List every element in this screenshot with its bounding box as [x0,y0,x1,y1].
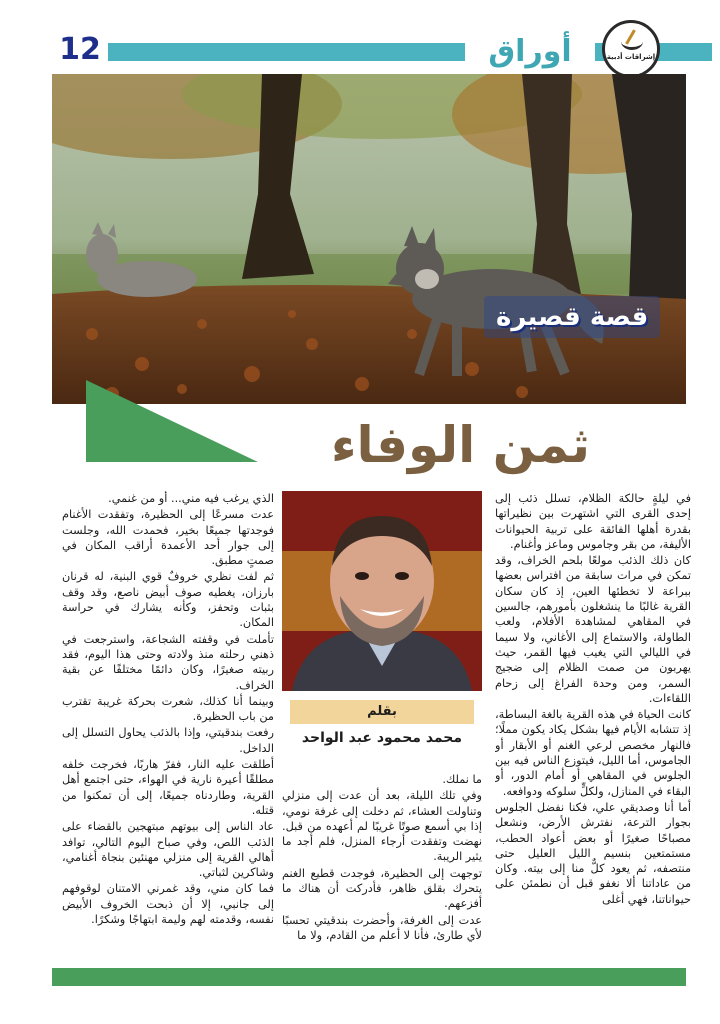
paragraph: عدت إلى الغرفة، وأحضرت بندقيتي تحسبًا لأي طارئ، فأنا لا أعلم من القادم، ولا ما [282,913,482,942]
wolves-forest-illustration [52,74,686,404]
page-number: 12 [52,28,108,72]
paragraph: الذي يرغب فيه مني... أو من غنمي. [108,492,274,505]
book-icon [621,33,643,50]
hero-photo [52,74,686,404]
paragraph: ثم لفت نظري خروفٌ قوي البنية، له قرنان بارزان، يغطيه صوف أبيض ناصع، وقد وقف بثبات وتحفز، وكأنه يشارك في حراسة المكان. [62,570,274,630]
magazine-title-text: أوراق [488,33,572,69]
paragraph: وفي تلك الليلة، بعد أن عدت إلى منزلي وتناولت العشاء، ثم دخلت إلى غرفة نومي، إذا بي أسمع صوتًا غريبًا لم أعهده من قبل. نهضت وتفقدت أرجاء المنزل، فلم أجد ما يثير الريبة. [282,789,482,864]
story-title: ثمن الوفاء [330,416,590,474]
paragraph: كانت الحياة في هذه القرية بالغة البساطة، إذ تتشابه الأيام فيها بشكل يكاد يكون مملًا؛ فالنهار مخصص لرعي الغنم أو الأبقار أو الجاموس، أما الليل، فيتوزع الناس فيه بين الجلوس في المقاهي أو أمام الدور، أو البقاء في المنازل، ولكلٍّ سلوكه ودوافعه. [495,708,691,798]
paragraph: توجهت إلى الحظيرة، فوجدت قطيع الغنم يتحرك بقلق ظاهر، فأدركت أن هناك ما أفزعهم. [282,866,482,911]
paragraph: أطلقت عليه النار، ففرّ هاربًا، فخرجت خلفه مطلقًا أعيرة نارية في الهواء، حتى اجتمع أهل القرية، وطاردناه جميعًا، إلى أن تمكنوا من قتله. [62,758,274,817]
paragraph: رفعت بندقيتي، وإذا بالذئب يحاول التسلل إلى الداخل. [62,726,274,755]
story-type-label: قصة قصيرة [484,296,660,338]
paragraph: أما أنا وصديقي علي، فكنا نفضل الجلوس بجوار الترعة، نفترش الأرض، ونشعل مصباحًا صغيرًا أو بعض أعواد الحطب، مستمتعين بنسيم الليل العليل حتى منتصفه، ثم يعود كلٌّ منا إلى بيته. وكان من عاداتنا ألا نغفو قبل أن نطمئن على حيواناتنا، فهي أغلى [495,800,691,906]
paragraph: كان ذلك الذئب مولعًا بلحم الخراف، وقد تمكن في مرات سابقة من افتراس بعضها ببراعة لا تخطئها العين، إذ كان سكان القرية غالبًا ما ينشغلون بأمورهم، جالسين في المقاهي لمشاهدة الأفلام، ولعب الطاولة، والاستماع إلى الأغاني، ولا سيما في الليالي التي يغيب فيها القمر، حيث يهربون من صمت الظلام إلى ضجيج السمر، ومن وحدة الفراغ إلى زحام اللقاءات. [495,554,691,705]
article-column-right [495,491,691,959]
paragraph: عدت مسرعًا إلى الحظيرة، وتفقدت الأغنام فوجدتها جميعًا بخير، فحمدت الله، وجلست إلى جوار أحد الأعمدة أراقب المكان في صمتٍ مطبق. [62,508,274,568]
paragraph: فما كان مني، وقد غمرني الامتنان لوقوفهم إلى جانبي، إلا أن ذبحت الخروف الأبيض نفسه، وقدمته لهم وليمة ابتهاجًا وشكرًا. [62,882,274,927]
author-portrait [282,491,482,691]
paragraph: ما نملك. [442,773,482,786]
paragraph: تأملت في وقفته الشجاعة، واسترجعت في ذهني رحلته منذ ولادته وحتى هذا اليوم، فقد ربيته صغيرًا، وكان دائمًا مختلفًا عن بقية الخراف. [62,632,274,692]
paragraph: في ليلةٍ حالكة الظلام، تسلل ذئب إلى إحدى القرى التي اشتهرت بين نظيراتها بقدرة أهلها الفائقة على تربية الحيوانات الأليفة، من بقر وجاموس وماعز وأغنام. [495,492,691,551]
article-column-middle [282,772,482,960]
magazine-logo [602,20,660,78]
magazine-title [465,30,595,72]
article-column-left [62,491,274,959]
paragraph: عاد الناس إلى بيوتهم مبتهجين بالقضاء على الذئب اللص، وفي صباح اليوم التالي، توافد أهالي القرية إلى منزلي مهنئين بنجاة أغنامي، وشاكرين لثباتي. [62,820,274,880]
author-label: بقلم [290,700,474,724]
author-name: محمد محمود عبد الواحد [301,730,463,746]
footer-bar [52,968,686,986]
logo-text: إشراقات أدبية [606,53,656,61]
paragraph: وبينما أنا كذلك، شعرت بحركة غريبة تقترب من باب الحظيرة. [62,694,274,724]
author-photo [282,491,482,691]
